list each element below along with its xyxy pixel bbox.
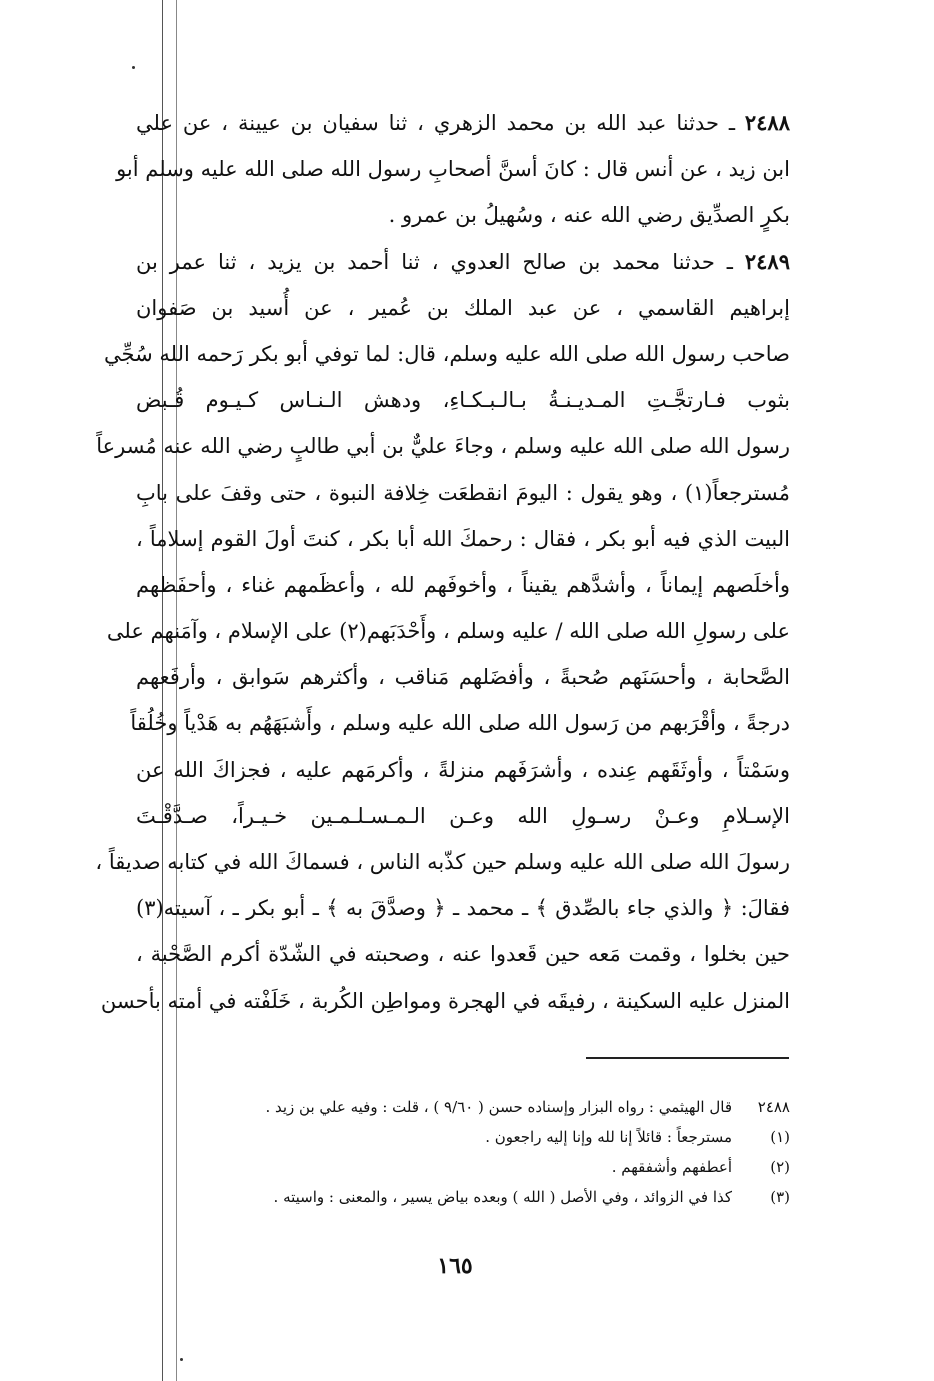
hadith-number: ٢٤٨٩ (744, 248, 790, 274)
footnote-text: مسترجعاً : قائلاً إنا لله وإنا إليه راجعون . (485, 1128, 732, 1146)
footnote-text: كذا في الزوائد ، وفي الأصل ( الله ) وبعده بياض يسير ، والمعنى : واسيته . (273, 1188, 732, 1206)
text-line (116, 146, 790, 192)
text-line (136, 562, 790, 608)
text-line (95, 839, 790, 885)
line-text: مُسترجعاً(١) ، وهو يقول : اليومَ انقطعَت خِلافة النبوة ، حتى وقفَ على بابِ (136, 480, 790, 505)
footnote (180, 1152, 790, 1182)
text-line (104, 331, 790, 377)
line-text: ابن زيد ، عن أنس قال : كانَ أسنَّ أصحابِ رسول الله صلى الله عليه وسلم أبو (116, 157, 790, 182)
footnote-text: قال الهيثمي : رواه البزار وإسناده حسن ( ٩/٦٠ ) ، قلت : وفيه علي بن زيد . (265, 1098, 732, 1116)
text-line (106, 608, 790, 654)
footnote (180, 1182, 790, 1212)
text-line (136, 747, 790, 793)
scan-speck (132, 66, 135, 69)
text-line (136, 192, 790, 238)
line-text: فقالَ: ﴿ والذي جاء بالصِّدق ﴾ ـ محمد ـ ﴿ وصدَّقَ به ﴾ ـ أبو بكر ـ ، آسيته(٣) (136, 896, 790, 921)
text-line (136, 285, 790, 331)
footnote-number: (٣) (770, 1188, 790, 1206)
scan-speck (180, 1358, 183, 1361)
text-line (136, 885, 790, 931)
footnote-separator (586, 1057, 789, 1059)
line-text: وسَمْتاً ، وأوثَقَهم عِنده ، وأشرَفَهم منزلةً ، وأكرمَهم عليه ، فجزاكَ الله عن (136, 757, 790, 782)
footnote (180, 1092, 790, 1122)
line-text: رسول الله صلى الله عليه وسلم ، وجاءَ عليٌّ بن أبي طالبٍ رضي الله عنه مُسرعاً (96, 434, 790, 459)
text-line (136, 100, 790, 146)
hadith-number: ٢٤٨٨ (744, 110, 790, 135)
line-text: ـ حدثنا عبد الله بن محمد الزهري ، ثنا سفيان بن عيينة ، عن علي (136, 111, 745, 135)
footnote-number: ٢٤٨٨ (757, 1098, 790, 1116)
footnotes (180, 1092, 790, 1212)
line-text: المنزل عليه السكينة ، رفيقَه في الهجرة ومواطِن الكُربة ، خَلَفْته في أمته بأحسن (100, 988, 790, 1013)
line-text: درجةً ، وأقْرَبهم من رَسول الله صلى الله عليه وسلم ، وأَشبَهَهُم به هَدْياً وخُلُقاً (130, 711, 790, 736)
footnote (180, 1122, 790, 1152)
line-text: صاحب رسول الله صلى الله عليه وسلم، قال: لما توفي أبو بكر رَحمه الله سُجِّي (104, 341, 790, 366)
line-text: على رسولِ الله صلى الله / عليه وسلم ، وأَحْدَبَهم(٢) على الإسلام ، وآمَنهم على (106, 619, 790, 644)
line-text: رسولَ الله صلى الله عليه وسلم حين كذّبه الناس ، فسماكَ الله في كتابه صديقاً ، (95, 850, 790, 874)
text-line (136, 377, 790, 423)
line-text: ـ حدثنا محمد بن صالح العدوي ، ثنا أحمد بن يزيد ، ثنا عمر بن (136, 249, 745, 274)
text-line (136, 239, 790, 285)
line-text: الإسـلامِ وعـنْ رسـولِ الله وعـن الـمـسـلـمـين خـيـراً، صـدَّقْـتَ (136, 803, 790, 828)
line-text: بثوب فـارتجَّـتِ المـديـنـةُ بـالـبـكـاءِ، ودهش الـنـاس كـيـوم قُـبض (136, 388, 790, 413)
line-text: وأخلَصهم إيماناً ، وأشدَّهم يقيناً ، وأخوفَهم لله ، وأعظَمهم غناء ، وأحفَظهم (136, 572, 790, 597)
footnote-text: أعطفهم وأشفقهم . (611, 1158, 732, 1176)
line-text: البيت الذي فيه أبو بكر ، فقال : رحمكَ الله أبا بكر ، كنتَ أولَ القوم إسلاماً ، (136, 526, 790, 551)
text-line (136, 931, 790, 977)
text-line (130, 700, 790, 746)
footnote-number: (٢) (770, 1158, 790, 1176)
main-text (95, 100, 790, 1024)
text-line (136, 793, 790, 839)
line-text: إبراهيم القاسمي ، عن عبد الملك بن عُمير ، عن أُسيد بن صَفوان (136, 295, 790, 320)
text-line (136, 654, 790, 700)
text-line (136, 516, 790, 562)
line-text: الصَّحابة ، وأحسَنَهم صُحبةً ، وأفضَلهم مَناقب ، وأكثرهم سَوابق ، وأرفَعهم (136, 665, 790, 690)
text-line (96, 423, 790, 469)
footnote-number: (١) (770, 1128, 790, 1146)
page-number: ١٦٥ (437, 1253, 473, 1279)
text-line (100, 978, 790, 1024)
line-text: بكرٍ الصدِّيق رضي الله عنه ، وسُهيلُ بن عمرو . (388, 203, 790, 228)
line-text: حين بخلوا ، وقمت مَعه حين قَعدوا عنه ، وصحبته في الشّدّة أكرم الصَّحْبة ، (136, 942, 790, 967)
text-line (136, 470, 790, 516)
